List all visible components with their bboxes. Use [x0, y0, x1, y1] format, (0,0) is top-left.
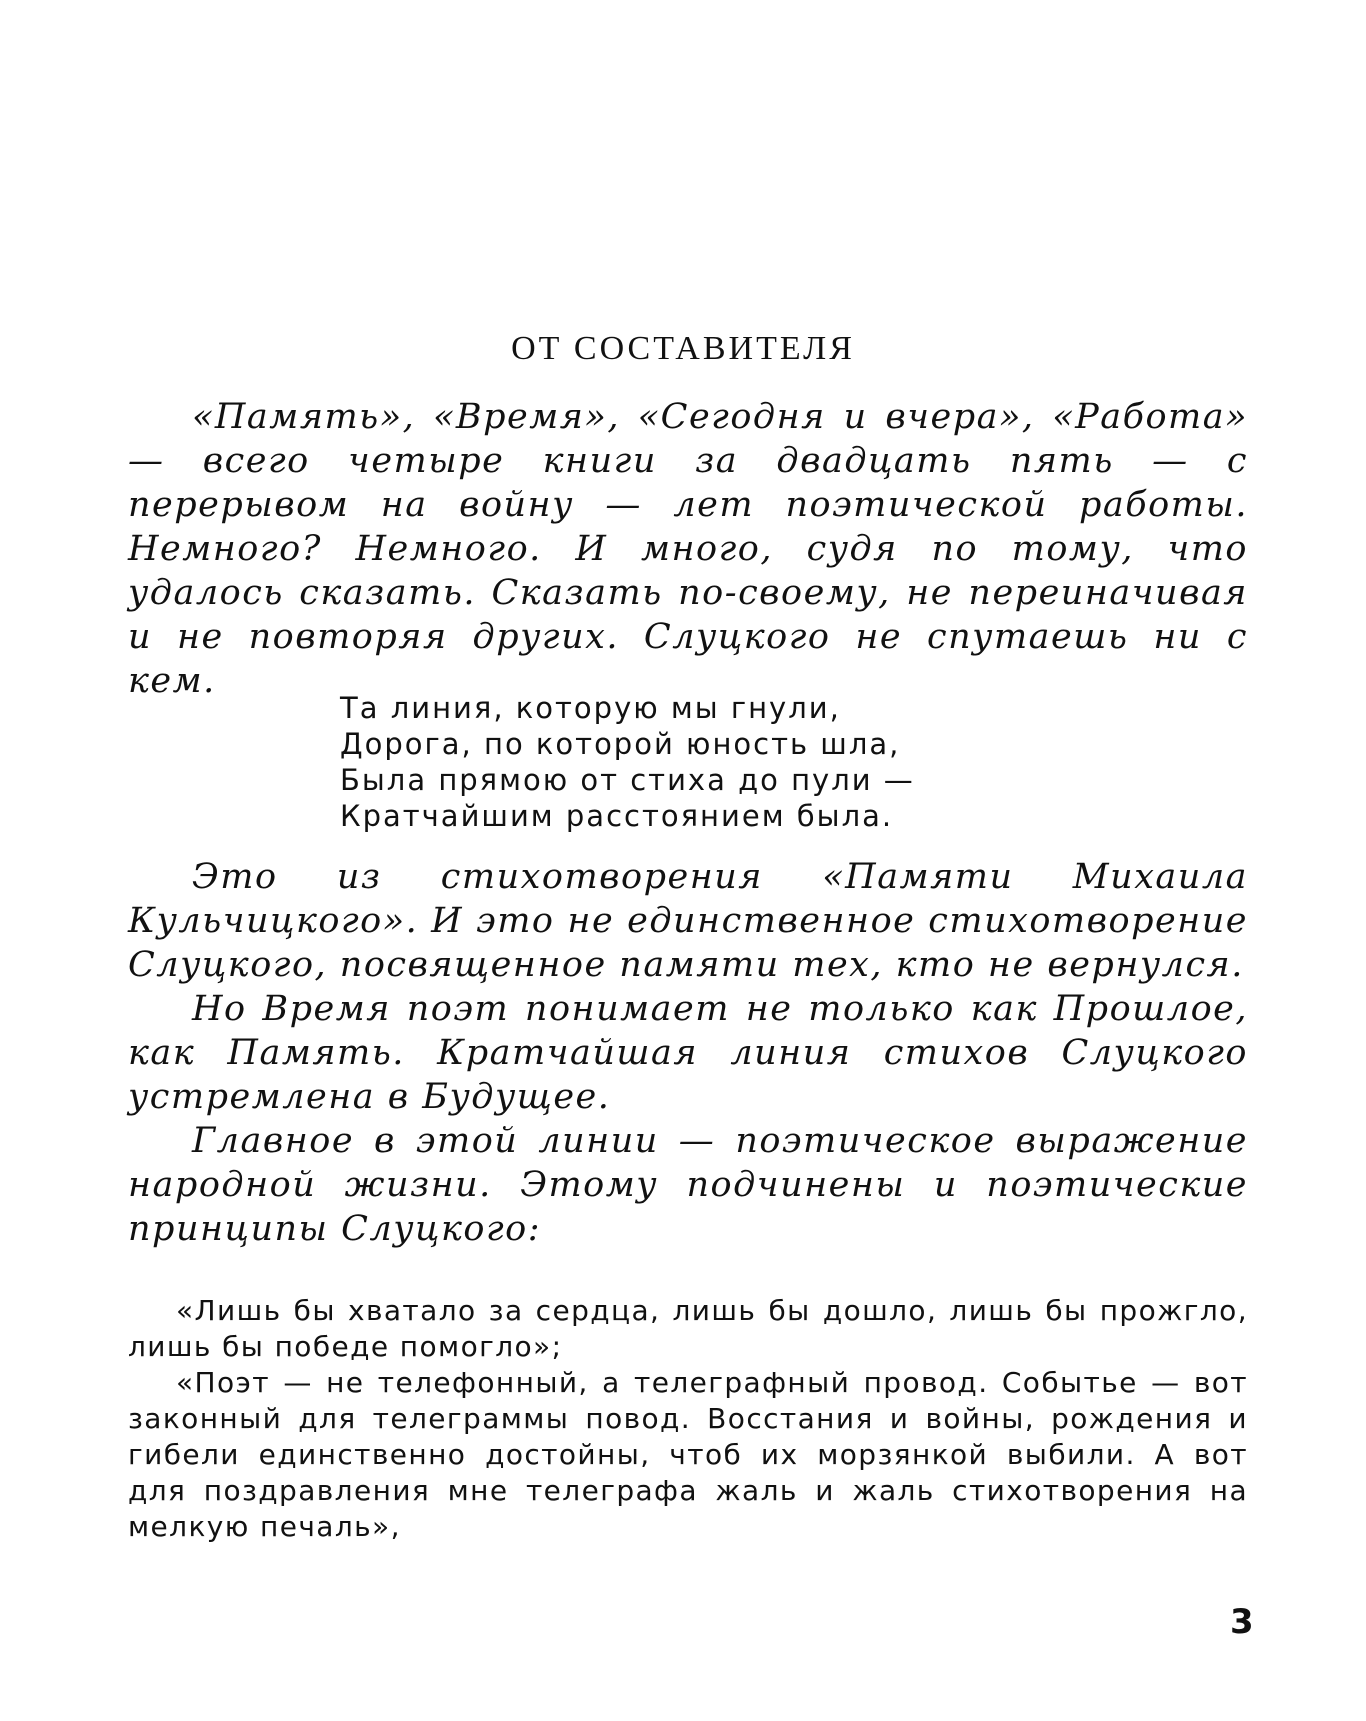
body-paragraph: Но Время поэт понимает не только как Прошлое, как Память. Кратчайшая линия стихов Слуцкого устремлена в Будущее. [128, 989, 1248, 1117]
verse-quote [340, 690, 1140, 834]
quote-paragraph: «Поэт — не телефонный, а телеграфный провод. Событье — вот законный для телеграммы повод. Восстания и войны, рождения и гибели единственно достойны, чтоб их морзянкой выбили. А вот для поздравления мне телеграфа жаль и жаль стихотворения на мелкую печаль», [128, 1366, 1248, 1543]
verse-line: Кратчайшим расстоянием была. [340, 799, 894, 833]
verse-line: Дорога, по которой юность шла, [340, 727, 901, 761]
body-paragraph: Главное в этой линии — поэтическое выражение народной жизни. Этому подчинены и поэтические принципы Слуцкого: [128, 1121, 1248, 1249]
intro-paragraph: «Память», «Время», «Сегодня и вчера», «Работа» — всего четыре книги за двадцать пять — с перерывом на войну — лет поэтической работы. Немного? Немного. И много, судя по тому, что удалось сказать. Сказать по-своему, не переиначивая и не повторяя других. Слуцкого не спутаешь ни с кем. [128, 397, 1248, 701]
quote-paragraph: «Лишь бы хватало за сердца, лишь бы дошло, лишь бы прожгло, лишь бы победе помогло»; [128, 1294, 1248, 1363]
principles-quote [128, 1293, 1248, 1545]
intro-text [128, 395, 1248, 703]
verse-line: Та линия, которую мы гнули, [340, 691, 841, 725]
body-text [128, 855, 1248, 1251]
page-number: 3 [1230, 1602, 1254, 1642]
section-heading: ОТ СОСТАВИТЕЛЯ [511, 330, 855, 367]
body-paragraph: Это из стихотворения «Памяти Михаила Кульчицкого». И это не единственное стихотворение Слуцкого, посвященное памяти тех, кто не вернулся. [128, 857, 1248, 985]
verse-line: Была прямою от стиха до пули — [340, 763, 915, 797]
